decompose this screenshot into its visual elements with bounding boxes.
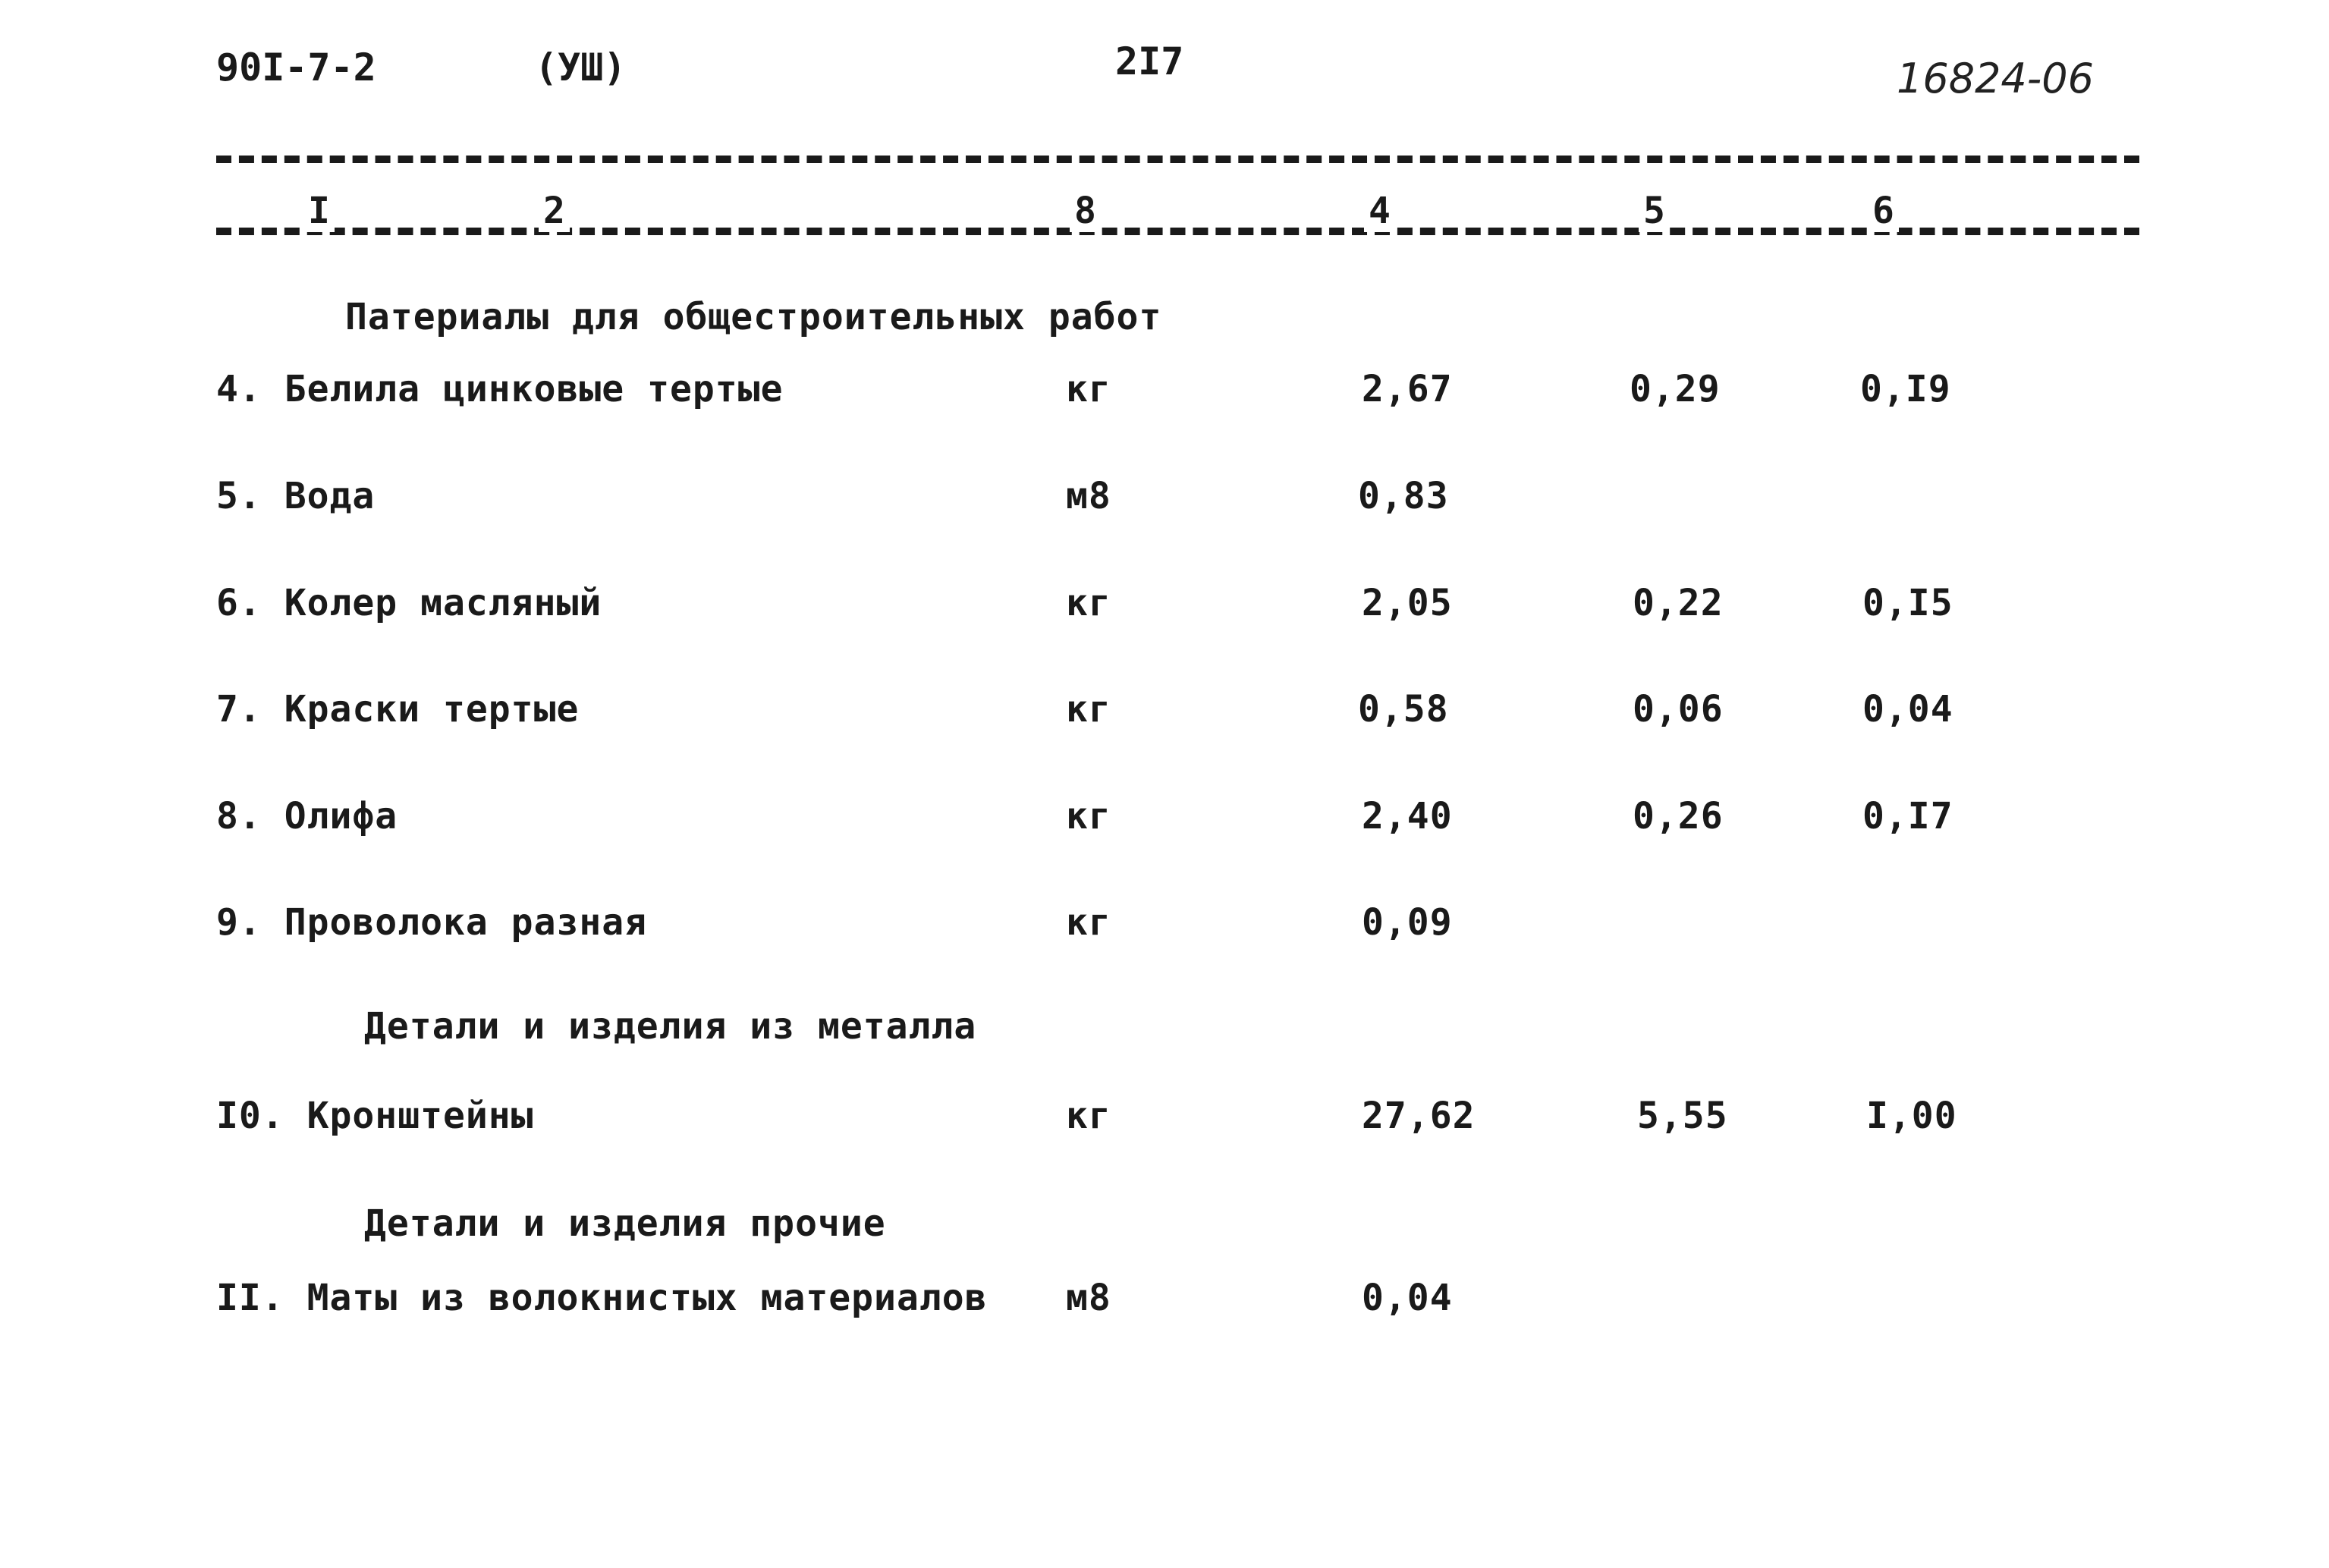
- item-value-col6: 0,I7: [1862, 795, 1953, 837]
- column-number-1: I: [303, 190, 335, 232]
- section-title: Патериалы для общестроительных работ: [345, 296, 1162, 338]
- item-value-col6: I,00: [1866, 1095, 1957, 1137]
- item-unit: кг: [1066, 688, 1111, 731]
- item-value-col4: 2,67: [1362, 368, 1453, 410]
- item-value-col6: 0,I5: [1862, 582, 1953, 624]
- item-unit: кг: [1066, 582, 1111, 624]
- item-name: I0. Кронштейны: [216, 1095, 534, 1137]
- section-title: Детали и изделия из металла: [364, 1005, 977, 1048]
- section-title: Детали и изделия прочие: [364, 1202, 886, 1245]
- item-value-col4: 0,09: [1362, 901, 1453, 944]
- header-dashed-rule: [216, 228, 2139, 235]
- item-name: 4. Белила цинковые тертые: [216, 368, 784, 410]
- column-number-3: 8: [1070, 190, 1101, 232]
- column-number-4: 4: [1364, 190, 1395, 232]
- item-value-col4: 0,58: [1358, 688, 1449, 731]
- item-value-col4: 2,40: [1362, 795, 1453, 837]
- item-name: 7. Краски тертые: [216, 688, 580, 731]
- item-name: II. Маты из волокнистых материалов: [216, 1277, 988, 1319]
- handwritten-doc-number: 16824-06: [1897, 55, 2094, 102]
- item-unit: кг: [1066, 901, 1111, 944]
- item-value-col5: 5,55: [1637, 1095, 1728, 1137]
- column-number-5: 5: [1639, 190, 1670, 232]
- item-value-col5: 0,26: [1633, 795, 1724, 837]
- item-value-col5: 0,29: [1630, 368, 1721, 410]
- item-unit: м8: [1066, 475, 1111, 517]
- page-number: 2I7: [1115, 39, 1184, 83]
- volume-label: (УШ): [535, 46, 627, 90]
- item-unit: кг: [1066, 368, 1111, 410]
- item-value-col4: 0,83: [1358, 475, 1449, 517]
- item-value-col6: 0,04: [1862, 688, 1953, 731]
- item-unit: кг: [1066, 795, 1111, 837]
- item-unit: кг: [1066, 1095, 1111, 1137]
- item-value-col4: 27,62: [1362, 1095, 1476, 1137]
- item-name: 9. Проволока разная: [216, 901, 648, 944]
- item-unit: м8: [1066, 1277, 1111, 1319]
- item-value-col4: 2,05: [1362, 582, 1453, 624]
- item-value-col5: 0,22: [1633, 582, 1724, 624]
- item-value-col4: 0,04: [1362, 1277, 1453, 1319]
- item-value-col5: 0,06: [1633, 688, 1724, 731]
- item-value-col6: 0,I9: [1860, 368, 1951, 410]
- item-name: 8. Олифа: [216, 795, 398, 837]
- column-number-2: 2: [539, 190, 570, 232]
- item-name: 6. Колер масляный: [216, 582, 602, 624]
- doc-code: 90I-7-2: [216, 46, 376, 90]
- top-dashed-rule: [216, 156, 2139, 163]
- column-number-6: 6: [1868, 190, 1899, 232]
- item-name: 5. Вода: [216, 475, 376, 517]
